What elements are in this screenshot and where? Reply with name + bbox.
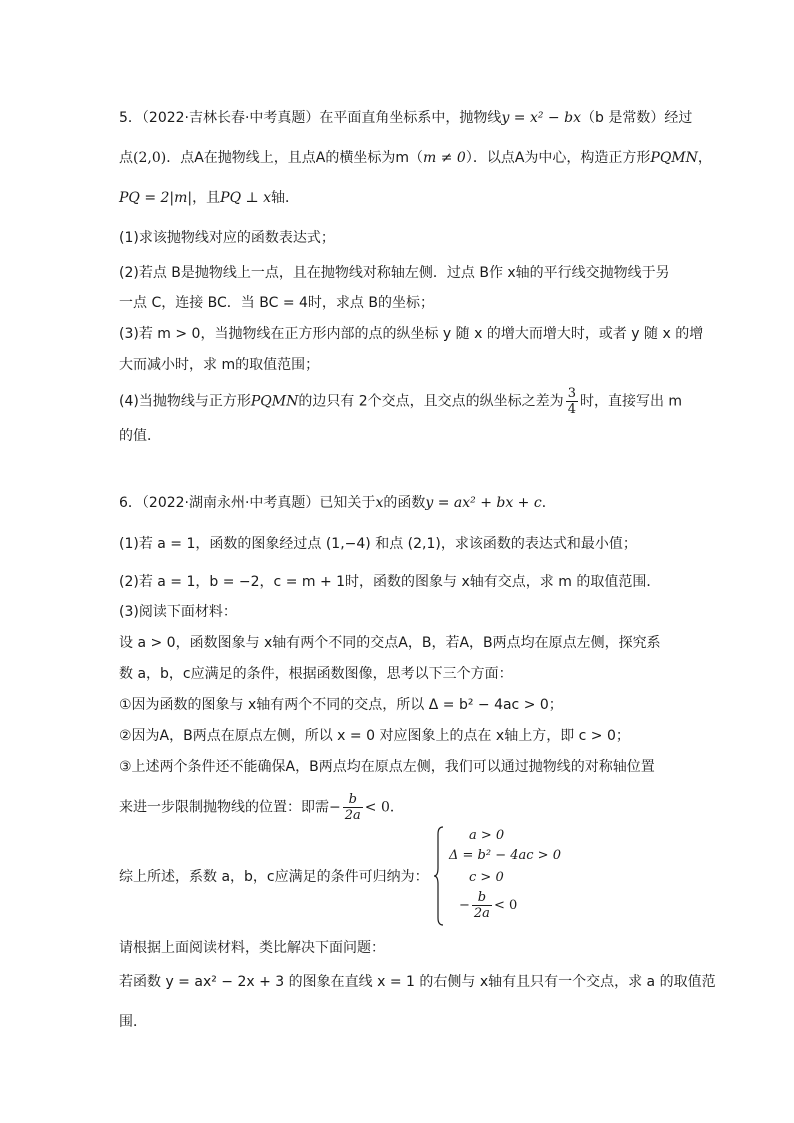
- q5-part-1: (1)求该抛物线对应的函数表达式；: [119, 230, 335, 246]
- q5-part-2-line-2: 一点 C，连接 BC．当 BC = 4时，求点 B的坐标；: [119, 295, 434, 311]
- q5-text: ，且: [192, 190, 221, 206]
- q5-text: ．点A在抛物线上，且点A的横坐标为m（: [166, 150, 423, 166]
- q6-condition-2: ②因为A，B两点在原点左侧，所以 x = 0 对应图象上的点在 x轴上方，即 c > 0；: [119, 728, 630, 744]
- q5-part-4-line-1: [119, 386, 699, 417]
- q6-var-x: x: [375, 495, 384, 511]
- system-row-2: Δ = b² − 4ac > 0: [449, 848, 561, 863]
- system-inequality: < 0: [493, 898, 518, 913]
- q5-pq-length: PQ = 2|m|: [119, 190, 193, 206]
- system-row-4: [459, 890, 517, 921]
- q6-condition-3-line-2: [119, 792, 699, 823]
- q6-final-line-1: 若函数 y = ax² − 2x + 3 的图象在直线 x = 1 的右侧与 x轴有且只有一个交点，求 a 的取值范: [119, 974, 716, 990]
- fraction-numerator: b: [343, 792, 363, 808]
- q6-part-3: (3)阅读下面材料：: [119, 604, 237, 620]
- q6-conditions-system: [433, 826, 561, 926]
- q5-part-4-line-2: 的值．: [119, 428, 161, 444]
- q6-function-equation: y = ax² + bx + c: [425, 495, 542, 511]
- minus-sign: −: [329, 799, 341, 816]
- q5-text: 轴．: [271, 190, 300, 206]
- q5-text: 的边只有 2个交点，且交点的纵坐标之差为: [298, 393, 564, 410]
- q6-material-line-1: 设 a > 0，函数图象与 x轴有两个不同的交点A，B，若A，B两点均在原点左侧，探究系: [119, 635, 661, 651]
- q6-text: 的函数: [383, 495, 426, 511]
- fraction-numerator: 3: [567, 386, 576, 401]
- q5-text: ，: [697, 150, 712, 166]
- q5-constant-note: （b 是常数）经过: [580, 110, 693, 126]
- minus-sign: −: [459, 898, 470, 913]
- q5-fraction-three-quarters: [566, 386, 578, 417]
- q5-part-3-line-2: 大而减小时，求 m的取值范围；: [119, 357, 320, 373]
- q6-condition-3-line-1: ③上述两个条件还不能确保A，B两点均在原点左侧，我们可以通过抛物线的对称轴位置: [119, 759, 655, 775]
- q6-part-1: (1)若 a = 1，函数的图象经过点 (1,−4) 和点 (2,1)，求该函数的表达式和最小值；: [119, 536, 637, 552]
- fraction-denominator: 4: [567, 402, 576, 417]
- q6-final-line-2: 围．: [119, 1014, 147, 1030]
- q5-line-1: [119, 109, 699, 127]
- fraction-denominator: 2a: [344, 808, 361, 823]
- fraction-denominator: 2a: [473, 906, 490, 921]
- q5-square-name-2: PQMN: [250, 393, 299, 410]
- q5-heading: 5．（2022·吉林长春·中考真题）在平面直角坐标系中，抛物线: [119, 110, 502, 126]
- fraction-numerator: b: [472, 890, 492, 906]
- q6-text: < 0．: [364, 799, 404, 816]
- q6-text: ．: [541, 495, 556, 511]
- q6-line-1: [119, 494, 699, 512]
- system-row-1: a > 0: [469, 828, 505, 843]
- q5-parabola-equation: y = x² − bx: [501, 110, 581, 126]
- system-fraction: [472, 890, 492, 921]
- q5-text: ）．以点A为中心，构造正方形: [465, 150, 651, 166]
- q5-text: (4)当抛物线与正方形: [119, 393, 251, 410]
- q5-line-3: [119, 189, 699, 207]
- q5-line-2: [119, 149, 712, 167]
- q6-summary: 综上所述，系数 a，b，c应满足的条件可归纳为：: [119, 869, 429, 885]
- q6-part-2: (2)若 a = 1，b = −2，c = m + 1时，函数的图象与 x轴有交点，求 m 的取值范围．: [119, 574, 661, 590]
- q6-ask: 请根据上面阅读材料，类比解决下面问题：: [119, 940, 385, 956]
- q5-m-condition: m ≠ 0: [423, 150, 466, 166]
- q5-pq-perpendicular: PQ ⊥ x: [220, 190, 272, 206]
- q6-condition-1: ①因为函数的图象与 x轴有两个不同的交点，所以 Δ = b² − 4ac > 0；: [119, 697, 563, 713]
- q5-part-2-line-1: (2)若点 B是抛物线上一点，且在抛物线对称轴左侧．过点 B作 x轴的平行线交抛物线于另: [119, 265, 670, 281]
- q5-text: 时，直接写出 m: [579, 393, 683, 410]
- system-row-3: c > 0: [469, 870, 504, 885]
- q6-fraction-b-over-2a: [343, 792, 363, 823]
- q5-point: (2,0): [133, 150, 167, 166]
- q6-heading: 6．（2022·湖南永州·中考真题）已知关于: [119, 495, 376, 511]
- q5-square-name: PQMN: [650, 150, 698, 166]
- q6-text: 来进一步限制抛物线的位置：即需: [119, 799, 329, 816]
- q6-material-line-2: 数 a，b，c应满足的条件，根据函数图像，思考以下三个方面：: [119, 666, 513, 682]
- q5-text: 点: [119, 150, 133, 166]
- left-brace-icon: [433, 826, 445, 926]
- q5-part-3-line-1: (3)若 m > 0，当抛物线在正方形内部的点的纵坐标 y 随 x 的增大而增大时，或者 y 随 x 的增: [119, 326, 704, 342]
